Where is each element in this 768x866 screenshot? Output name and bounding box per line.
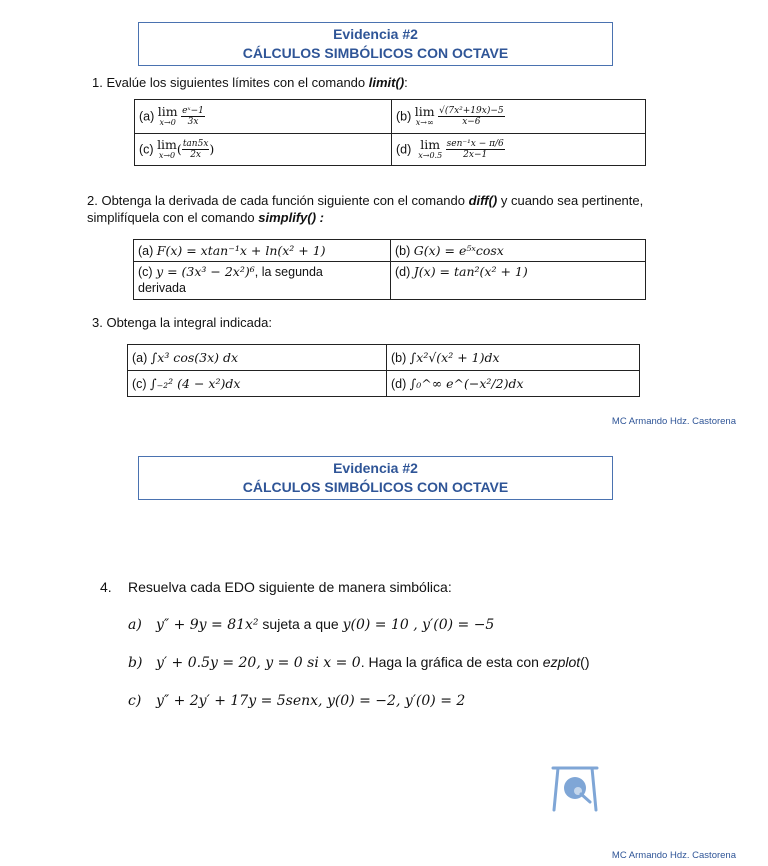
derivative-c: (c) y = (3x³ − 2x²)⁶, la segunda derivada	[134, 262, 391, 300]
limit-a: (a) lim x→0 $\frac{\text{eˣ−1}}{3x}$	[135, 100, 392, 134]
derivative-b: (b) G(x) = e⁵ˣcosx	[391, 240, 646, 262]
gong-icon	[550, 764, 600, 812]
ode-b: b) y′ + 0.5y = 20, y = 0 si x = 0. Haga la gráfica de esta con ezplot()	[128, 654, 590, 671]
header-box	[138, 22, 613, 66]
signature-2: MC Armando Hdz. Castorena	[611, 850, 736, 861]
header-title-2: Evidencia #2	[333, 460, 418, 476]
integral-c: (c) ∫₋₂² (4 − x²)dx	[128, 371, 387, 397]
limit-b: (b) lim x→∞ $\frac{\text{√(7x²+19x)−5}}{x-6}$	[392, 100, 646, 134]
header-subtitle-2: CÁLCULOS SIMBÓLICOS CON OCTAVE	[242, 479, 509, 495]
limits-table	[134, 99, 646, 166]
integral-b: (b) ∫x²√(x² + 1)dx	[387, 345, 640, 371]
integral-a: (a) ∫x³ cos(3x) dx	[128, 345, 387, 371]
signature: MC Armando Hdz. Castorena	[611, 416, 736, 427]
header-box-2	[138, 456, 613, 500]
derivative-d: (d) J(x) = tan²(x² + 1)	[391, 262, 646, 300]
question-1-text: 1. Evalúe los siguientes límites con el comando limit():	[92, 75, 408, 90]
header-subtitle: CÁLCULOS SIMBÓLICOS CON OCTAVE	[242, 45, 509, 61]
limit-c: (c) lim x→0 ( $\frac{\tan 5x}{2x}$ )	[135, 134, 392, 166]
limit-d: (d) lim x→0.5 $\frac{\text{sen⁻¹x − π/6}}{2x-1}$	[392, 134, 646, 166]
question-3-text: 3. Obtenga la integral indicada:	[92, 315, 272, 330]
ode-c: c) y″ + 2y′ + 17y = 5senx, y(0) = −2, y′(0) = 2	[128, 693, 466, 709]
ode-a: a) y″ + 9y = 81x² sujeta a que y(0) = 10 , y′(0) = −5	[128, 616, 495, 633]
question-2-text: 2. Obtenga la derivada de cada función siguiente con el comando diff() y cuando sea pertinente, simplifíquela con el comando simplify() :	[87, 193, 644, 225]
derivative-a: (a) F(x) = xtan⁻¹x + ln(x² + 1)	[134, 240, 391, 262]
integral-d: (d) ∫₀^∞ e^(−x²/2)dx	[387, 371, 640, 397]
question-4-number: 4.	[100, 579, 112, 595]
derivatives-table	[133, 239, 646, 300]
header-title: Evidencia #2	[333, 26, 418, 42]
integrals-table	[127, 344, 640, 397]
question-4-text: Resuelva cada EDO siguiente de manera simbólica:	[128, 579, 452, 595]
